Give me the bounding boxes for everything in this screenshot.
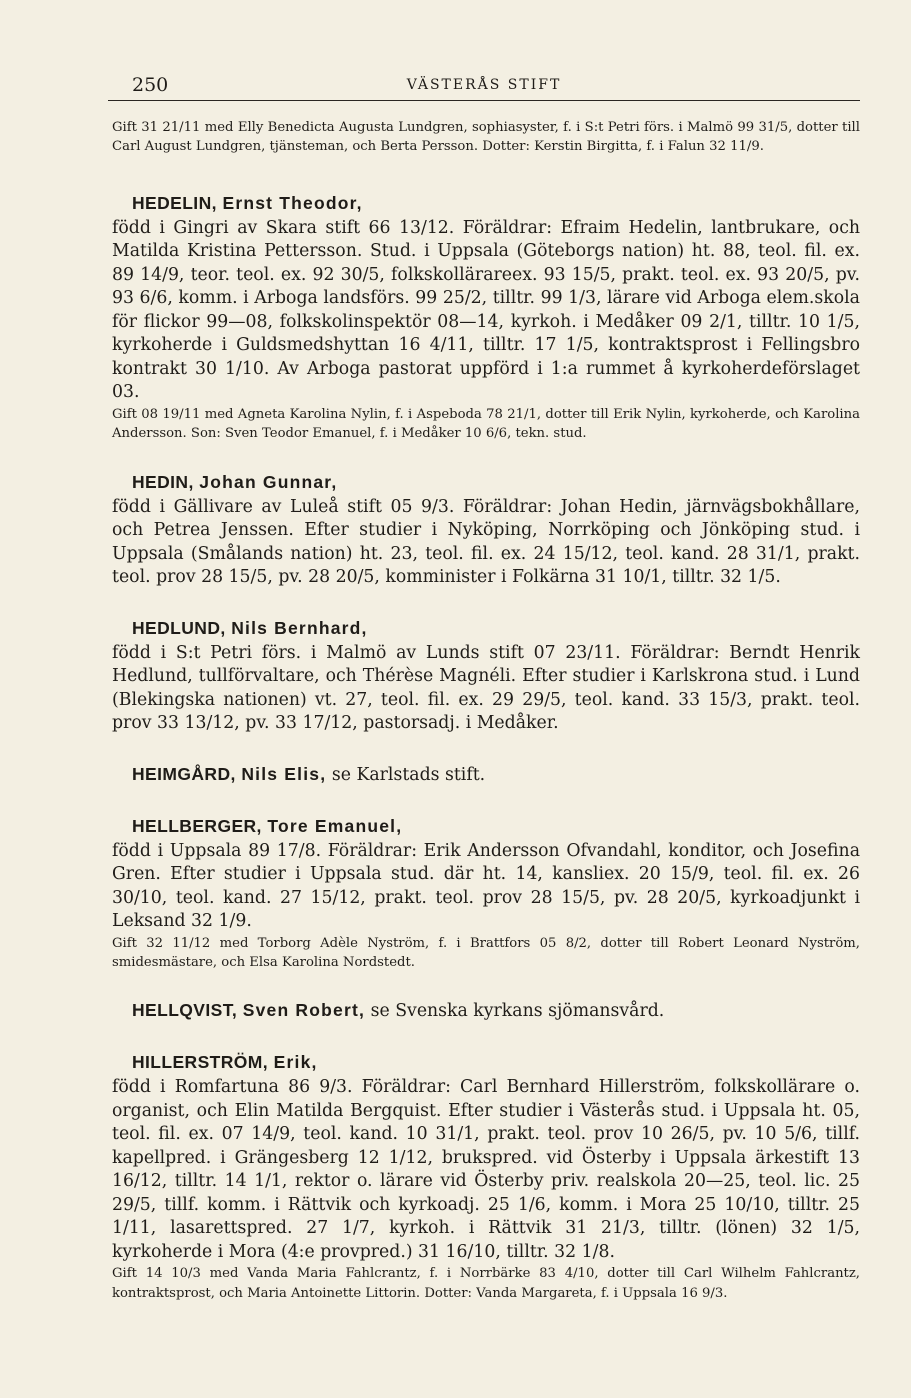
entry-hedin (112, 470, 860, 590)
entry-surname: HILLERSTRÖM, (132, 1052, 269, 1073)
entry-family: Gift 08 19/11 med Agneta Karolina Nylin, f. i Aspeboda 78 21/1, dotter till Erik Nylin, kyrkoherde, och Karolina Andersson. Son: Sven Teodor Emanuel, f. i Medåker 10 6/6, tekn. stud. (112, 406, 860, 442)
entry-hedelin (112, 191, 860, 444)
entry-surname: HEDELIN, (132, 192, 217, 213)
entry-surname: HEDIN, (132, 471, 194, 492)
entry-surname: HEDLUND, (132, 617, 226, 638)
entry-heading (112, 616, 860, 642)
entry-biography: född i Uppsala 89 17/8. Föräldrar: Erik Andersson Ofvandahl, konditor, och Josefina Gren. Efter studier i Uppsala stud. där ht. 14, kansliex. 20 15/9, teol. fil. ex. 26 30/10, teol. kand. 27 15/12, prakt. teol. prov 28 15/5, pv. 28 20/5, kyrkoadjunkt i Leksand 32 1/9. (112, 840, 860, 932)
entry-heimgard (112, 762, 860, 788)
running-head: VÄSTERÅS STIFT (406, 77, 562, 93)
entry-hillerstrom (112, 1050, 860, 1303)
entry-given-names: Tore Emanuel, (267, 815, 403, 836)
entry-given-names: Sven Robert, (242, 1000, 366, 1021)
entry-heading (112, 998, 860, 1024)
entry-hellberger (112, 814, 860, 973)
page-header (108, 72, 860, 101)
entry-heading (112, 470, 860, 496)
entry-family: Gift 32 11/12 med Torborg Adèle Nyström, f. i Brattfors 05 8/2, dotter till Robert Leonard Nyström, smidesmästare, och Elsa Karolina Nordstedt. (112, 935, 860, 971)
entry-given-names: Nils Elis, (241, 763, 327, 784)
entry-given-names: Ernst Theodor, (222, 192, 363, 213)
entry-biography: född i S:t Petri förs. i Malmö av Lunds stift 07 23/11. Föräldrar: Berndt Henrik Hedlund, tullförvaltare, och Thérèse Magnéli. Efter studier i Karlskrona stud. i Lund (Blekingska nationen) vt. 27, teol. fil. ex. 29 29/5, teol. kand. 33 15/3, prakt. teol. prov 33 13/12, pv. 33 17/12, pastorsadj. i Medåker. (112, 642, 860, 734)
entry-hedlund (112, 616, 860, 736)
entry-biography: född i Gingri av Skara stift 66 13/12. Föräldrar: Efraim Hedelin, lantbrukare, och Matilda Kristina Pettersson. Stud. i Uppsala (Göteborgs nation) ht. 88, teol. fil. ex. 89 14/9, teor. teol. ex. 92 30/5, folkskollärareex. 93 15/5, prakt. teol. ex. 93 20/5, pv. 93 6/6, komm. i Arboga landsförs. 99 25/2, tilltr. 99 1/3, lärare vid Arboga elem.skola för flickor 99—08, folkskolinspektör 08—14, kyrkoh. i Medåker 09 2/1, tilltr. 10 1/5, kyrkoherde i Guldsmedshyttan 16 4/11, tilltr. 17 1/5, kontraktsprost i Fellingsbro kontrakt 30 1/10. Av Arboga pastorat uppförd i 1:a rummet å kyrkoherdeförslaget 03. (112, 217, 860, 403)
entry-hellqvist (112, 998, 860, 1024)
entry-given-names: Johan Gunnar, (199, 471, 338, 492)
entry-surname: HEIMGÅRD, (132, 763, 236, 784)
entry-heading (112, 191, 860, 217)
opening-family-note: Gift 31 21/11 med Elly Benedicta Augusta Lundgren, sophiasyster, f. i S:t Petri förs. i Malmö 99 31/5, dotter till Carl August Lundgren, tjänsteman, och Berta Persson. Dotter: Kerstin Birgitta, f. i Falun 32 11/9. (112, 120, 860, 155)
entry-surname: HELLBERGER, (132, 815, 262, 836)
entry-family: Gift 14 10/3 med Vanda Maria Fahlcrantz, f. i Norrbärke 83 4/10, dotter till Carl Wilhelm Fahlcrantz, kontraktsprost, och Maria Antoinette Littorin. Dotter: Vanda Margareta, f. i Uppsala 16 9/3. (112, 1266, 860, 1301)
page-number: 250 (132, 74, 169, 96)
entry-surname: HELLQVIST, (132, 1000, 238, 1021)
entry-cross-reference: se Karlstads stift. (331, 764, 486, 785)
entry-heading (112, 814, 860, 840)
entry-given-names: Erik, (273, 1052, 318, 1073)
page-content (112, 118, 860, 1303)
entry-heading (112, 1050, 860, 1076)
entry-heading (112, 762, 860, 788)
entry-given-names: Nils Bernhard, (231, 617, 368, 638)
entry-biography: född i Romfartuna 86 9/3. Föräldrar: Carl Bernhard Hillerström, folkskollärare o. organist, och Elin Matilda Bergquist. Efter studier i Västerås stud. i Uppsala ht. 05, teol. fil. ex. 07 14/9, teol. kand. 10 31/1, prakt. teol. prov 10 26/5, pv. 10 5/6, tillf. kapellpred. i Grängesberg 12 1/12, brukspred. vid Österby i Uppsala ärkestift 13 16/12, tilltr. 14 1/1, rektor o. lärare vid Österby priv. realskola 20—25, teol. lic. 25 29/5, tillf. komm. i Rättvik och kyrkoadj. 25 1/6, komm. i Mora 25 10/10, tilltr. 25 1/11, lasarettspred. 27 1/7, kyrkoh. i Rättvik 31 21/3, tilltr. (lönen) 32 1/5, kyrkoherde i Mora (4:e provpred.) 31 16/10, tilltr. 32 1/8. (112, 1077, 860, 1262)
entry-cross-reference: se Svenska kyrkans sjömansvård. (370, 1001, 665, 1022)
entry-biography: född i Gällivare av Luleå stift 05 9/3. Föräldrar: Johan Hedin, järnvägsbokhållare, och Petrea Jenssen. Efter studier i Nyköping, Norrköping och Jönköping stud. i Uppsala (Smålands nation) ht. 23, teol. fil. ex. 24 15/12, teol. kand. 28 31/1, prakt. teol. prov 28 15/5, pv. 28 20/5, komminister i Folkärna 31 10/1, tilltr. 32 1/5. (112, 496, 860, 588)
